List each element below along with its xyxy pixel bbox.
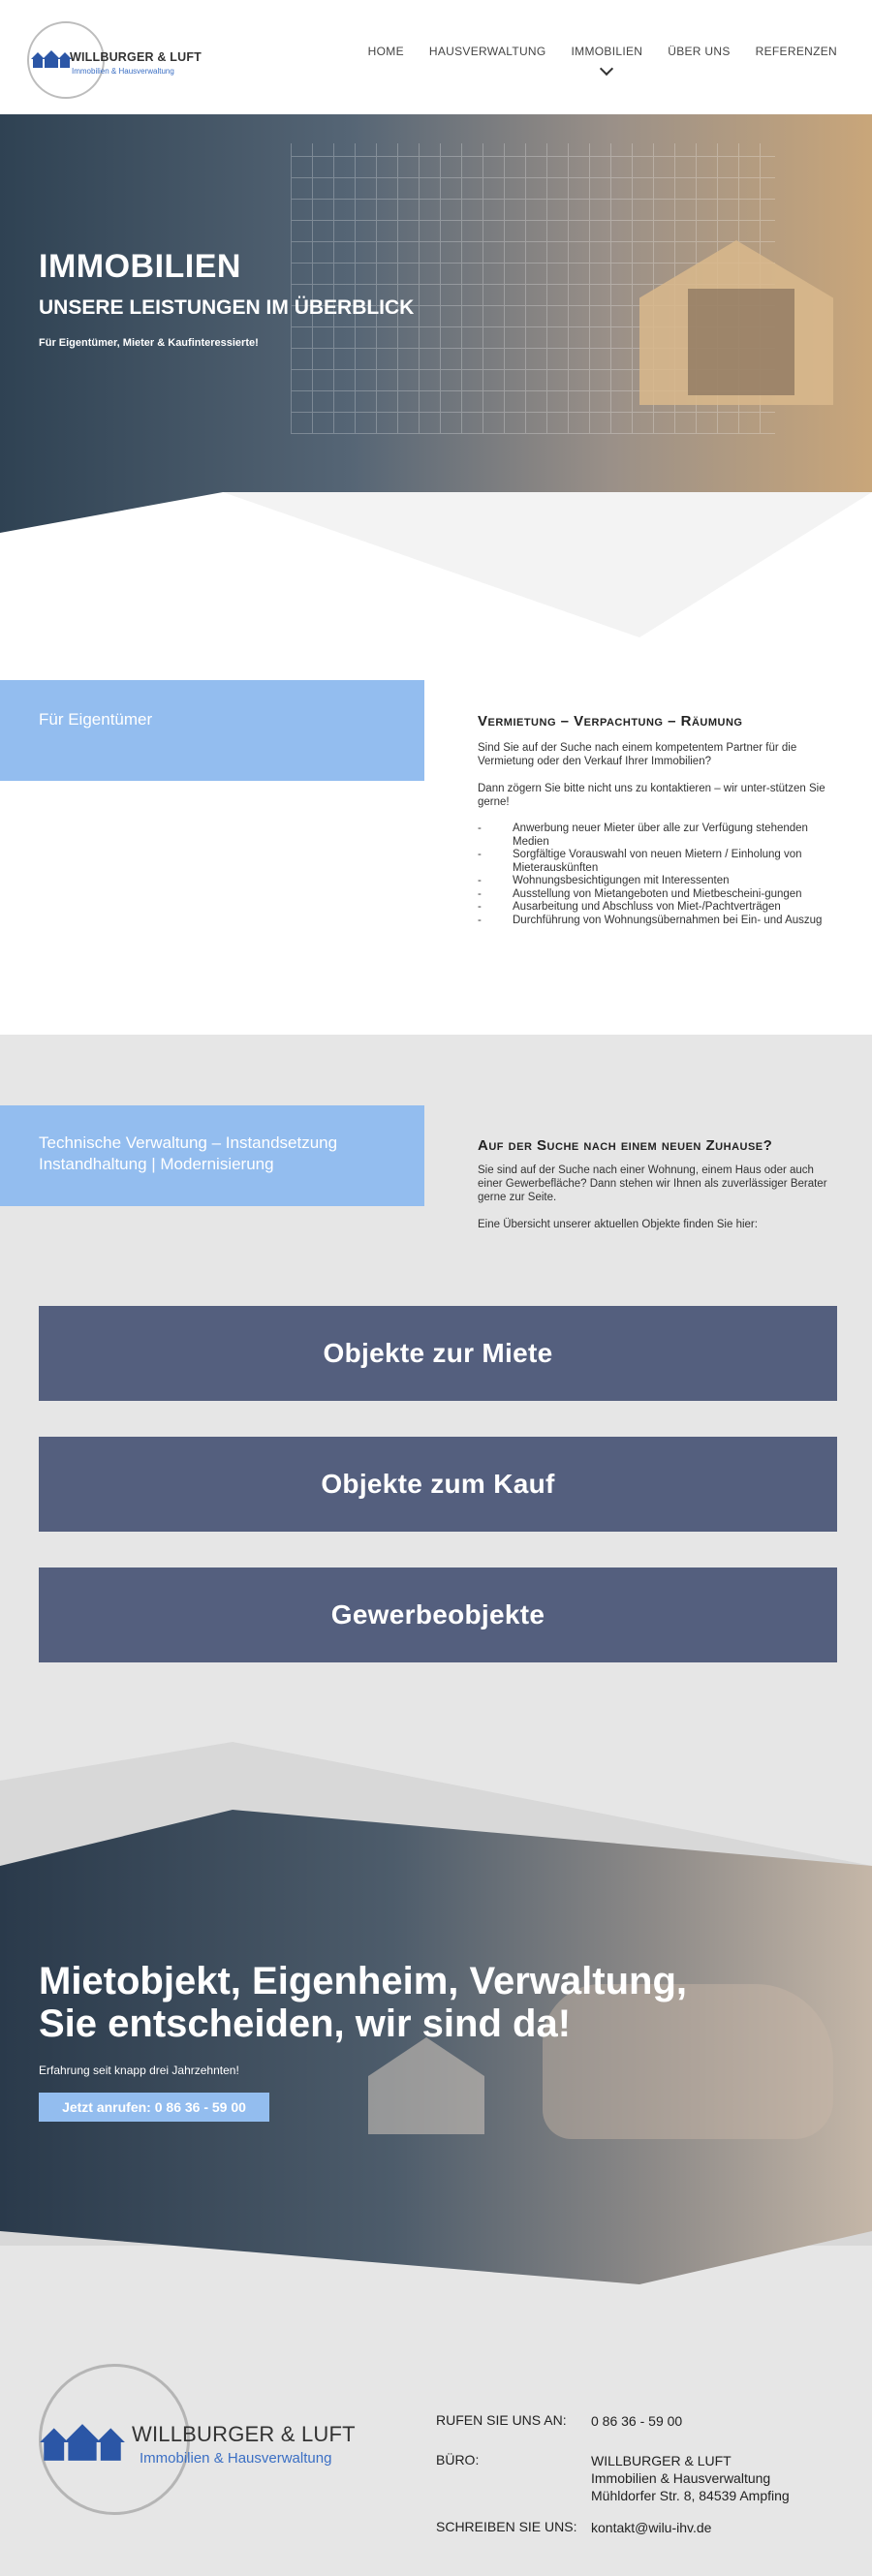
technical-label-box xyxy=(0,1105,424,1206)
logo-title: WILLBURGER & LUFT xyxy=(70,50,202,64)
rent-objects-button[interactable]: Objekte zur Miete xyxy=(39,1306,837,1401)
hero-subtitle: UNSERE LEISTUNGEN IM ÜBERBLICK xyxy=(39,296,415,319)
banner-tagline: Erfahrung seit knapp drei Jahrzehnten! xyxy=(39,2064,239,2077)
tenants-section xyxy=(0,1035,872,1742)
banner-title xyxy=(39,1960,687,2045)
list-item: - Ausarbeitung und Abschluss von Miet-/Pachtverträgen xyxy=(478,901,836,915)
list-item: - Anwerbung neuer Mieter über alle zur Verfügung stehenden Medien xyxy=(478,822,836,849)
hero-house-shadow xyxy=(688,289,794,395)
owners-content xyxy=(478,713,836,927)
contact-banner xyxy=(0,1742,872,2284)
buy-objects-button[interactable]: Objekte zum Kauf xyxy=(39,1437,837,1532)
hero-tagline: Für Eigentümer, Mieter & Kaufinteressierte! xyxy=(39,337,259,349)
mail-label: SCHREIBEN SIE UNS: xyxy=(436,2519,577,2534)
owners-section xyxy=(0,637,872,1035)
nav-hausverwaltung[interactable]: HAUSVERWALTUNG xyxy=(428,45,546,58)
office-line-1: WILLBURGER & LUFT xyxy=(591,2453,732,2468)
nav-ueber-uns[interactable]: ÜBER UNS xyxy=(668,45,731,58)
nav-immobilien[interactable]: IMMOBILIEN xyxy=(571,45,643,58)
list-item: - Durchführung von Wohnungsübernahmen bei Ein- und Auszug xyxy=(478,915,836,928)
site-footer xyxy=(0,2284,872,2576)
list-item: - Ausstellung von Mietangeboten und Mietbescheini-gungen xyxy=(478,888,836,902)
office-line-2: Immobilien & Hausverwaltung xyxy=(591,2470,771,2486)
tenants-heading: Auf der Suche nach einem neuen Zuhause? xyxy=(478,1137,773,1154)
tenants-paragraph-1: Sie sind auf der Suche nach einer Wohnung, einem Haus oder auch einer Gewerbefläche? Dann stehen wir Ihnen als zuverlässiger Berater gerne zur Seite. xyxy=(478,1164,827,1203)
nav-referenzen[interactable]: REFERENZEN xyxy=(755,45,837,58)
office-label: BÜRO: xyxy=(436,2452,480,2467)
list-item: - Wohnungsbesichtigungen mit Interessenten xyxy=(478,875,836,888)
page-title: IMMOBILIEN xyxy=(39,248,241,285)
list-item: - Sorgfältige Vorauswahl von neuen Mietern / Einholung von Mieterauskünften xyxy=(478,849,836,875)
tenants-content xyxy=(478,1137,836,1231)
hero-section xyxy=(0,114,872,637)
call-now-button[interactable]: Jetzt anrufen: 0 86 36 - 59 00 xyxy=(39,2093,269,2122)
technical-label-line-1: Technische Verwaltung – Instandsetzung xyxy=(39,1133,338,1152)
footer-logo-subtitle: Immobilien & Hausverwaltung xyxy=(140,2450,332,2467)
nav-home[interactable]: HOME xyxy=(367,45,404,58)
site-header xyxy=(0,0,872,114)
phone-label: RUFEN SIE UNS AN: xyxy=(436,2412,567,2428)
banner-title-line-1: Mietobjekt, Eigenheim, Verwaltung, xyxy=(39,1960,688,2002)
commercial-objects-button[interactable]: Gewerbeobjekte xyxy=(39,1567,837,1662)
owners-heading: Vermietung – Verpachtung – Räumung xyxy=(478,713,743,729)
tenants-paragraph-2: Eine Übersicht unserer aktuellen Objekte finden Sie hier: xyxy=(478,1219,758,1230)
owners-paragraph-2: Dann zögern Sie bitte nicht uns zu kontaktieren – wir unter-stützen Sie gerne! xyxy=(478,783,825,808)
logo-subtitle: Immobilien & Hausverwaltung xyxy=(72,67,174,76)
technical-label-line-2: Instandhaltung | Modernisierung xyxy=(39,1155,274,1173)
owners-service-list xyxy=(478,822,836,927)
houses-logo-icon xyxy=(31,48,72,70)
owners-paragraph-1: Sind Sie auf der Suche nach einem kompetentem Partner für die Vermietung oder den Verkauf Ihrer Immobilien? xyxy=(478,742,797,767)
main-nav xyxy=(343,45,837,58)
office-address xyxy=(591,2452,790,2504)
footer-logo-title: WILLBURGER & LUFT xyxy=(132,2422,356,2446)
owners-label-box xyxy=(0,680,424,781)
houses-logo-icon xyxy=(39,2420,126,2465)
site-logo[interactable] xyxy=(27,21,202,99)
phone-link[interactable]: 0 86 36 - 59 00 xyxy=(591,2413,683,2429)
office-line-3: Mühldorfer Str. 8, 84539 Ampfing xyxy=(591,2488,790,2503)
mail-link[interactable]: kontakt@wilu-ihv.de xyxy=(591,2520,712,2535)
banner-title-line-2: Sie entscheiden, wir sind da! xyxy=(39,2002,572,2045)
owners-label: Für Eigentümer xyxy=(39,710,153,729)
